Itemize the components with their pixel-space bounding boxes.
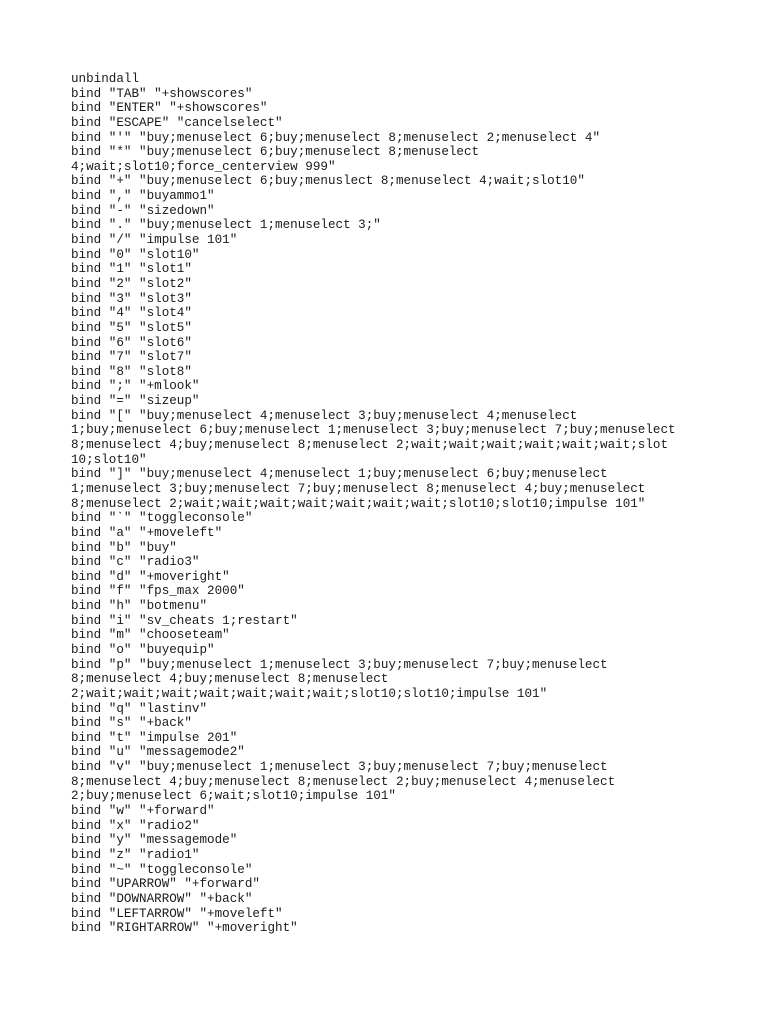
bind-line: bind "z" "radio1" xyxy=(71,847,200,862)
config-document xyxy=(71,72,731,936)
bind-line: bind "4" "slot4" xyxy=(71,306,192,321)
bind-line: bind "6" "slot6" xyxy=(71,335,192,350)
bind-line: bind "m" "chooseteam" xyxy=(71,628,230,643)
bind-line: bind "DOWNARROW" "+back" xyxy=(71,891,253,906)
bind-line: bind "]" "buy;menuselect 4;menuselect 1;buy;menuselect 6;buy;menuselect xyxy=(71,467,608,482)
bind-line: bind "'" "buy;menuselect 6;buy;menuselect 8;menuselect 2;menuselect 4" xyxy=(71,130,601,145)
bind-line: bind "p" "buy;menuselect 1;menuselect 3;buy;menuselect 7;buy;menuselect xyxy=(71,657,608,672)
bind-line: 1;buy;menuselect 6;buy;menuselect 1;menuselect 3;buy;menuselect 7;buy;menuselect xyxy=(71,423,676,438)
bind-line: bind "`" "toggleconsole" xyxy=(71,511,253,526)
bind-line: bind "5" "slot5" xyxy=(71,320,192,335)
bind-line: bind "-" "sizedown" xyxy=(71,203,215,218)
bind-line: 10;slot10" xyxy=(71,452,147,467)
bind-line: 4;wait;slot10;force_centerview 999" xyxy=(71,159,336,174)
bind-line: bind "2" "slot2" xyxy=(71,276,192,291)
bind-line: bind "3" "slot3" xyxy=(71,291,192,306)
bind-line: bind "y" "messagemode" xyxy=(71,833,238,848)
bind-line: bind "ESCAPE" "cancelselect" xyxy=(71,115,283,130)
bind-line: bind "s" "+back" xyxy=(71,716,192,731)
bind-line: bind "u" "messagemode2" xyxy=(71,745,245,760)
bind-line: bind "/" "impulse 101" xyxy=(71,233,238,248)
bind-line: 8;menuselect 2;wait;wait;wait;wait;wait;wait;wait;slot10;slot10;impulse 101" xyxy=(71,496,646,511)
bind-line: bind "x" "radio2" xyxy=(71,818,200,833)
bind-line: bind "=" "sizeup" xyxy=(71,394,200,409)
bind-line: bind "," "buyammo1" xyxy=(71,189,215,204)
bind-line: bind "w" "+forward" xyxy=(71,804,215,819)
bind-line: 1;menuselect 3;buy;menuselect 7;buy;menuselect 8;menuselect 4;buy;menuselect xyxy=(71,481,646,496)
bind-line: bind "." "buy;menuselect 1;menuselect 3;" xyxy=(71,218,381,233)
bind-line: bind ";" "+mlook" xyxy=(71,379,200,394)
bind-line: 2;wait;wait;wait;wait;wait;wait;wait;slot10;slot10;impulse 101" xyxy=(71,686,548,701)
bind-line: bind "q" "lastinv" xyxy=(71,701,208,716)
bind-line: bind "b" "buy" xyxy=(71,540,177,555)
bind-line: bind "h" "botmenu" xyxy=(71,599,208,614)
bind-line: bind "d" "+moveright" xyxy=(71,569,230,584)
bind-line: bind "v" "buy;menuselect 1;menuselect 3;buy;menuselect 7;buy;menuselect xyxy=(71,760,608,775)
bind-line: bind "ENTER" "+showscores" xyxy=(71,101,268,116)
bind-line: bind "+" "buy;menuselect 6;buy;menuslect 8;menuselect 4;wait;slot10" xyxy=(71,174,585,189)
bind-line: bind "a" "+moveleft" xyxy=(71,525,223,540)
bind-line: bind "[" "buy;menuselect 4;menuselect 3;buy;menuselect 4;menuselect xyxy=(71,408,578,423)
bind-line: 8;menuselect 4;buy;menuselect 8;menuselect 2;buy;menuselect 4;menuselect xyxy=(71,774,616,789)
bind-line: bind "t" "impulse 201" xyxy=(71,730,238,745)
bind-line: bind "*" "buy;menuselect 6;buy;menuselect 8;menuselect xyxy=(71,145,480,160)
bind-line: 8;menuselect 4;buy;menuselect 8;menuselect 2;wait;wait;wait;wait;wait;wait;slot xyxy=(71,438,669,453)
bind-line: bind "0" "slot10" xyxy=(71,247,200,262)
bind-line: bind "LEFTARROW" "+moveleft" xyxy=(71,906,283,921)
bind-line: bind "7" "slot7" xyxy=(71,350,192,365)
bind-line: 8;menuselect 4;buy;menuselect 8;menuselect xyxy=(71,672,389,687)
bind-line: bind "f" "fps_max 2000" xyxy=(71,584,245,599)
bind-line: bind "8" "slot8" xyxy=(71,364,192,379)
bind-line: 2;buy;menuselect 6;wait;slot10;impulse 101" xyxy=(71,789,396,804)
bind-line: bind "~" "toggleconsole" xyxy=(71,862,253,877)
bind-line: bind "c" "radio3" xyxy=(71,555,200,570)
bind-line: bind "1" "slot1" xyxy=(71,262,192,277)
bind-line: bind "o" "buyequip" xyxy=(71,642,215,657)
bind-line: bind "i" "sv_cheats 1;restart" xyxy=(71,613,298,628)
unbind-line: unbindall xyxy=(71,72,140,86)
bind-line: bind "RIGHTARROW" "+moveright" xyxy=(71,921,298,936)
bind-line: bind "UPARROW" "+forward" xyxy=(71,877,260,892)
bind-line: bind "TAB" "+showscores" xyxy=(71,86,253,101)
